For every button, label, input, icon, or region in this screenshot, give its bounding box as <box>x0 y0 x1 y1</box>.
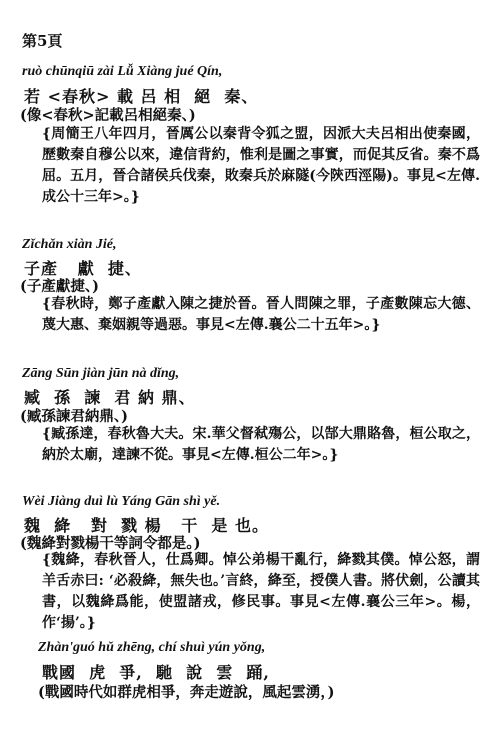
annotation-note: {春秋時，鄭子產獻入陳之捷於晉。晉人問陳之罪，子產數陳忘大德、蔑大惠、棄姻親等過惡。事見<左傳.襄公二十五年>。} <box>42 296 480 333</box>
gloss-line: (臧孫諫君納鼎、) <box>20 408 128 425</box>
gloss-line: (子產獻捷、) <box>20 278 99 295</box>
chinese-line: 戰國 虎 爭, 馳 說 雲 踊, <box>42 663 270 682</box>
chinese-line: 臧 孫 諫 君 納 鼎、 <box>24 388 196 407</box>
chinese-line: 魏 絳 對 戮 楊 干 是 也。 <box>24 516 269 535</box>
pinyin-line: Wèi Jiàng duì lù Yáng Gān shì yě. <box>22 494 221 509</box>
pinyin-line: Zāng Sūn jiàn jūn nà dǐng, <box>22 366 180 381</box>
annotation-note: {臧孫達，春秋魯大夫。宋.華父督弒殤公，以郜大鼎賂魯，桓公取之，納於太廟，達諫不從。事見<左傳.桓公二年>。} <box>42 426 480 463</box>
chinese-line: 子產 獻 捷、 <box>24 259 142 278</box>
annotation-note: {周簡王八年四月，晉厲公以秦背令狐之盟，因派大夫呂相出使秦國，歷數秦自穆公以來，違信背約，惟利是圖之事實，而促其反省。秦不爲屈。五月，晉合諸侯兵伐秦，敗秦兵於麻隧(今陝西涇陽)。事見<左傳.成公十三年>。} <box>42 126 480 205</box>
pinyin-line: ruò chūnqiū zài Lǚ Xiàng jué Qín, <box>22 64 223 79</box>
page-number: 第5頁 <box>22 32 63 50</box>
annotation-note: {魏絳，春秋晉人，仕爲卿。悼公弟楊干亂行，絳戮其僕。悼公怒，謂羊舌赤曰: ‘必殺絳，無失也。’言終，絳至，授僕人書。將伏劍，公讀其書，以魏絳爲能，使盟諸戎，修民事。事見<左傳.襄公三年>。楊，作‘揚’。} <box>42 552 480 631</box>
gloss-line: (戰國時代如群虎相爭，奔走遊說，風起雲湧，) <box>38 684 335 701</box>
pinyin-line: Zǐchǎn xiàn Jié, <box>22 237 117 252</box>
gloss-line: (魏絳對戮楊干等詞令都是。) <box>20 535 201 552</box>
gloss-line: (像<春秋>記載呂相絕秦、) <box>20 107 196 124</box>
chinese-line: 若 <春秋> 載 呂 相 絕 秦、 <box>24 87 259 106</box>
pinyin-line: Zhàn'guó hǔ zhēng, chí shuì yún yǒng, <box>38 640 266 655</box>
